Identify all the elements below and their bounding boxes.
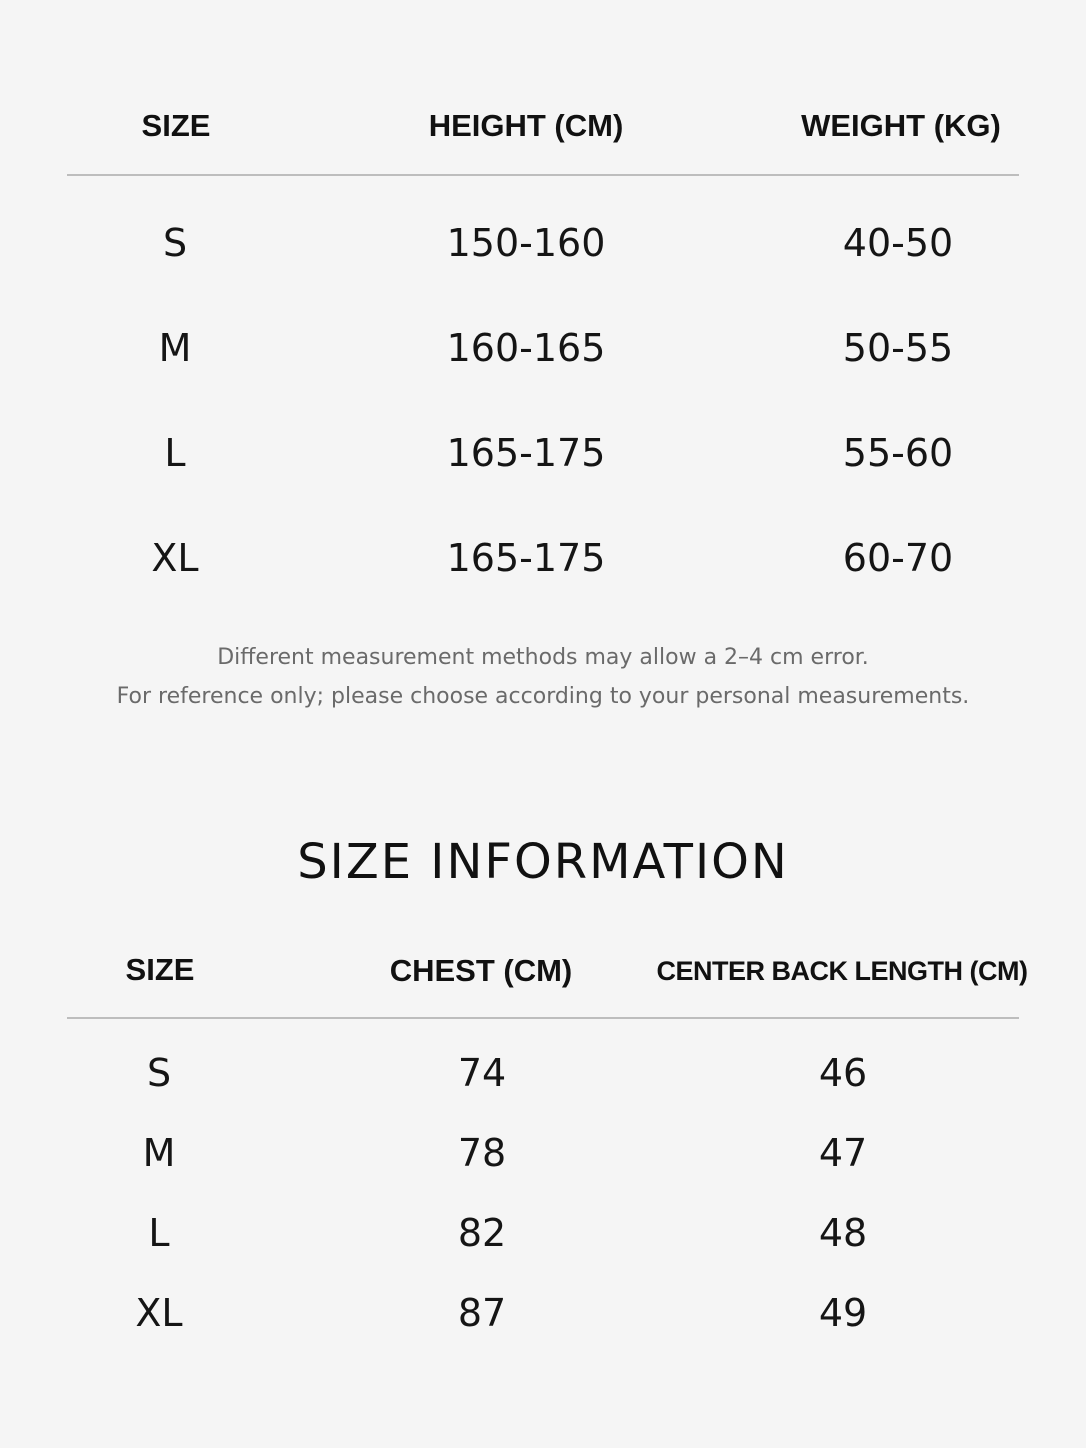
info-cell-chest: 82 — [457, 1211, 507, 1255]
fit-cell-weight: 60-70 — [842, 536, 954, 580]
info-cell-size: M — [142, 1131, 176, 1175]
info-cell-size: S — [146, 1051, 172, 1095]
fit-header-weight: WEIGHT (KG) — [801, 108, 1001, 143]
fit-cell-size: XL — [151, 536, 199, 580]
info-header-divider — [67, 1017, 1019, 1019]
fit-header-size: SIZE — [141, 108, 211, 143]
fit-cell-weight: 50-55 — [842, 326, 954, 370]
fit-cell-weight: 40-50 — [842, 221, 954, 265]
fit-cell-weight: 55-60 — [842, 431, 954, 475]
info-cell-chest: 78 — [457, 1131, 507, 1175]
info-header-chest: CHEST (CM) — [389, 953, 573, 988]
info-cell-chest: 74 — [457, 1051, 507, 1095]
fit-header-divider — [67, 174, 1019, 176]
fit-cell-size: S — [162, 221, 188, 265]
fit-cell-height: 165-175 — [446, 431, 606, 475]
section-title: SIZE INFORMATION — [297, 834, 789, 890]
info-cell-back-length: 47 — [818, 1131, 868, 1175]
info-cell-back-length: 46 — [818, 1051, 868, 1095]
info-header-back-length: CENTER BACK LENGTH (CM) — [656, 956, 1028, 986]
fit-cell-height: 150-160 — [446, 221, 606, 265]
info-cell-back-length: 48 — [818, 1211, 868, 1255]
info-cell-back-length: 49 — [818, 1291, 868, 1335]
fit-cell-height: 160-165 — [446, 326, 606, 370]
info-cell-size: XL — [135, 1291, 183, 1335]
fit-cell-size: L — [164, 431, 186, 475]
info-header-size: SIZE — [125, 952, 195, 987]
fit-cell-size: M — [158, 326, 192, 370]
measurement-note-1: Different measurement methods may allow a 2–4 cm error. — [217, 645, 869, 670]
measurement-note-2: For reference only; please choose according to your personal measurements. — [116, 684, 970, 709]
fit-header-height: HEIGHT (CM) — [428, 108, 624, 143]
info-cell-chest: 87 — [457, 1291, 507, 1335]
info-cell-size: L — [148, 1211, 170, 1255]
fit-cell-height: 165-175 — [446, 536, 606, 580]
